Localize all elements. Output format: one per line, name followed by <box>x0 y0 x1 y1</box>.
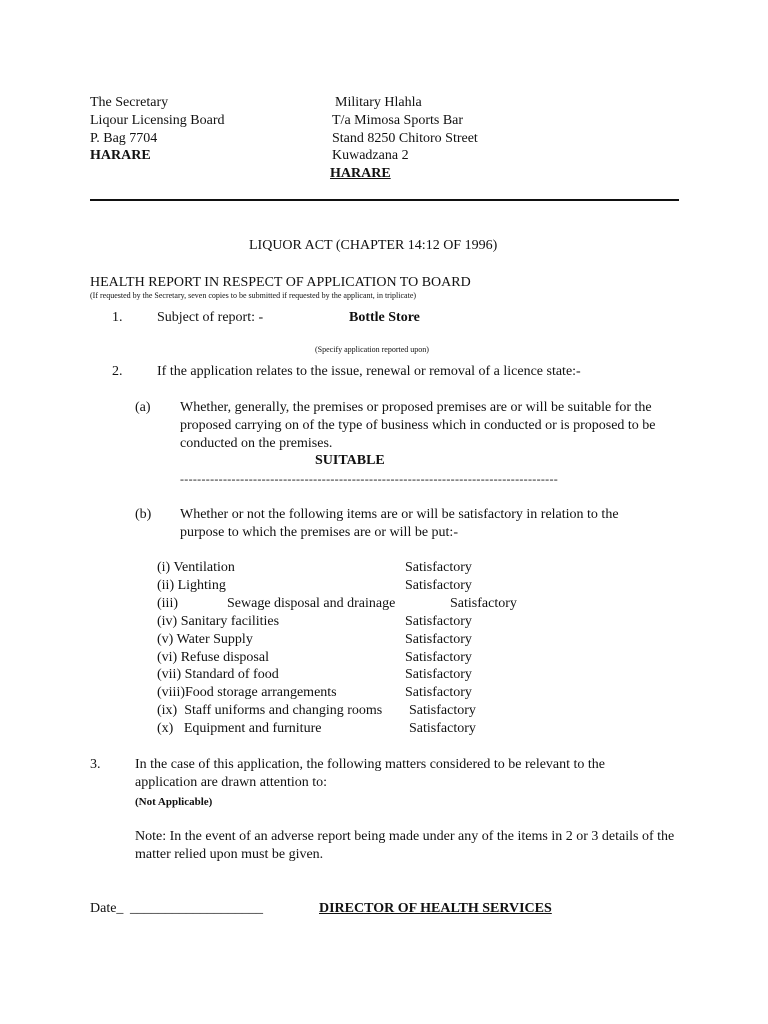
item-status: Satisfactory <box>405 685 472 700</box>
item-status: Satisfactory <box>409 703 476 718</box>
item-status: Satisfactory <box>405 578 472 593</box>
item-label: (ix) Staff uniforms and changing rooms <box>157 703 383 718</box>
section-1-note: (Specify application reported upon) <box>315 345 429 354</box>
section-2-text: If the application relates to the issue, renewal or removal of a licence state:- <box>157 364 581 379</box>
item-label: (ii) Lighting <box>157 578 226 593</box>
addressee-line-2: Liqour Licensing Board <box>90 113 225 128</box>
item-status: Satisfactory <box>405 650 472 665</box>
header-divider <box>90 199 679 201</box>
section-1-label: Subject of report: - <box>157 310 264 325</box>
item-status: Satisfactory <box>450 596 517 611</box>
sender-city: HARARE <box>330 166 391 181</box>
date-label: Date_ <box>90 901 124 916</box>
act-title: LIQUOR ACT (CHAPTER 14:12 OF 1996) <box>249 238 498 253</box>
date-line: ___________________ <box>130 901 263 916</box>
section-3-value: (Not Applicable) <box>135 796 213 808</box>
section-2b-marker: (b) <box>135 507 152 522</box>
item-status: Satisfactory <box>405 632 472 647</box>
sender-line-4: Kuwadzana 2 <box>332 148 409 163</box>
addressee-city: HARARE <box>90 148 151 163</box>
sender-line-2: T/a Mimosa Sports Bar <box>332 113 464 128</box>
sender-line-3: Stand 8250 Chitoro Street <box>332 131 478 146</box>
item-label: (iv) Sanitary facilities <box>157 614 280 629</box>
section-2a-marker: (a) <box>135 400 151 415</box>
section-3-number: 3. <box>90 757 101 772</box>
addressee-line-1: The Secretary <box>90 95 169 110</box>
section-1-value: Bottle Store <box>349 310 420 325</box>
signatory-title: DIRECTOR OF HEALTH SERVICES <box>319 901 552 916</box>
section-2a-dashes: ---------------------------------------------------------------------------------------- <box>180 472 559 486</box>
report-note: (If requested by the Secretary, seven copies to be submitted if requested by the applicant, in triplicate) <box>90 291 417 300</box>
item-label: (viii)Food storage arrangements <box>157 685 337 700</box>
item-label: (vii) Standard of food <box>157 667 279 682</box>
item-status: Satisfactory <box>405 614 472 629</box>
section-2a-value: SUITABLE <box>315 453 385 468</box>
item-label: (iii) Sewage disposal and drainage <box>157 596 396 611</box>
item-label: (vi) Refuse disposal <box>157 650 269 665</box>
section-2a-text: Whether, generally, the premises or proposed premises are or will be suitable for the proposed carrying on of the type of business which in conducted or is proposed to be conducted on the premises. <box>180 400 656 451</box>
section-1-number: 1. <box>112 310 123 325</box>
report-heading: HEALTH REPORT IN RESPECT OF APPLICATION TO BOARD <box>90 275 471 290</box>
item-label: (x) Equipment and furniture <box>157 721 322 736</box>
addressee-line-3: P. Bag 7704 <box>90 131 158 146</box>
section-3-note: Note: In the event of an adverse report being made under any of the items in 2 or 3 details of the matter relied upon must be given. <box>135 829 675 862</box>
section-2-number: 2. <box>112 364 123 379</box>
item-status: Satisfactory <box>405 560 472 575</box>
item-status: Satisfactory <box>409 721 476 736</box>
item-label: (i) Ventilation <box>157 560 235 575</box>
sender-line-1: Military Hlahla <box>335 95 422 110</box>
item-label: (v) Water Supply <box>157 632 253 647</box>
section-3-text: In the case of this application, the following matters considered to be relevant to the application are drawn attention to: <box>135 757 606 790</box>
item-status: Satisfactory <box>405 667 472 682</box>
section-2b-text: Whether or not the following items are or will be satisfactory in relation to the purpose to which the premises are or will be put:- <box>180 507 619 540</box>
